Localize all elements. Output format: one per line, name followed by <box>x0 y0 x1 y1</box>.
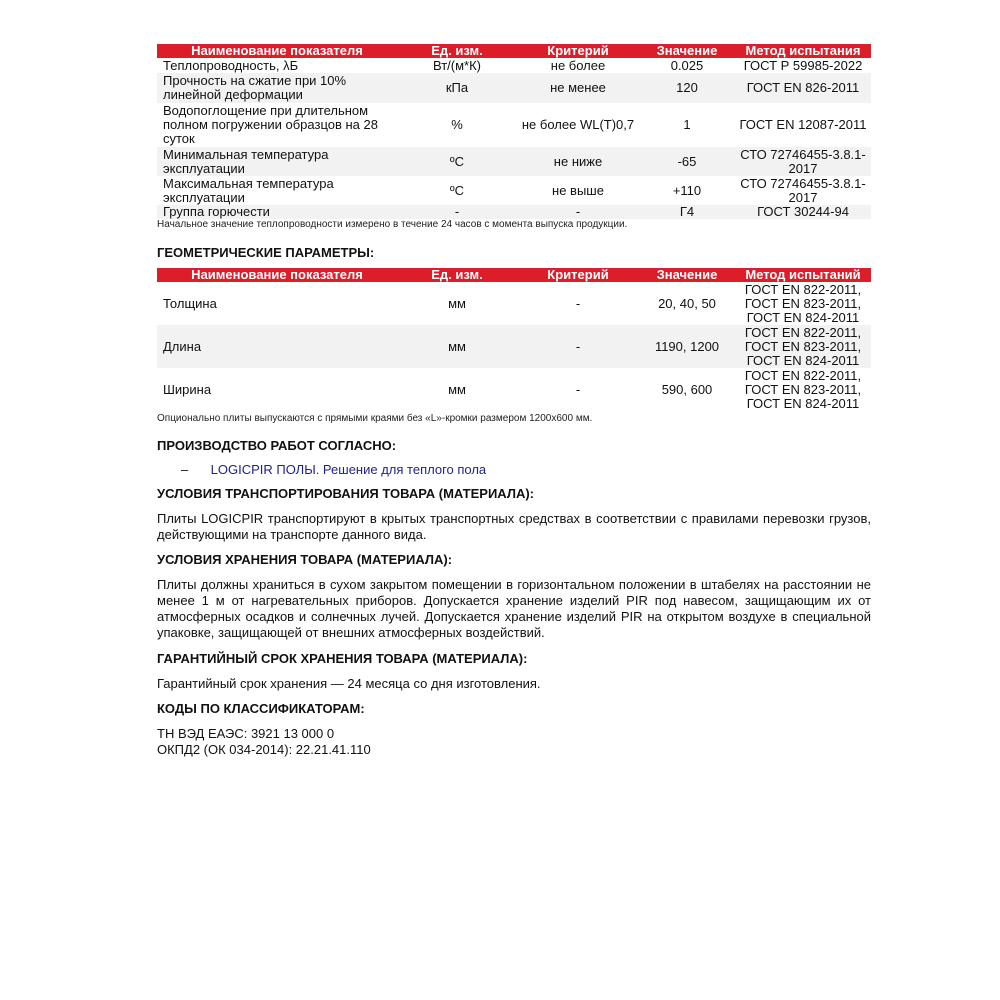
header-name: Наименование показателя <box>157 44 397 58</box>
header-unit: Ед. изм. <box>397 44 517 58</box>
row-method: ГОСТ Р 59985-2022 <box>743 57 863 73</box>
row-method: ГОСТ EN 822-2011, ГОСТ EN 823-2011, ГОСТ EN 824-2011 <box>744 367 862 411</box>
row-name: Прочность на сжатие при 10% линейной деформации <box>157 73 397 103</box>
document-body <box>157 44 871 758</box>
row-value: 1 <box>683 117 691 132</box>
row-value: +110 <box>672 182 702 198</box>
code-okpd2: ОКПД2 (ОК 034-2014): 22.21.41.110 <box>157 742 371 757</box>
row-unit: ºС <box>397 147 517 176</box>
header-value: Значение <box>639 44 735 58</box>
row-unit: мм <box>448 381 466 397</box>
section-title-storage: УСЛОВИЯ ХРАНЕНИЯ ТОВАРА (МАТЕРИАЛА): <box>157 552 453 567</box>
row-unit: - <box>397 205 517 219</box>
row-name: Толщина <box>163 295 217 311</box>
row-criterion: - <box>575 381 581 397</box>
row-unit: Вт/(м*К) <box>432 57 482 73</box>
warranty-text: Гарантийный срок хранения — 24 месяца со дня изготовления. <box>157 676 541 691</box>
row-criterion: не ниже <box>517 147 639 176</box>
header-method: Метод испытаний <box>735 268 871 282</box>
section-title-codes: КОДЫ ПО КЛАССИФИКАТОРАМ: <box>157 701 365 716</box>
properties-table <box>157 44 871 219</box>
header-criterion: Критерий <box>517 268 639 282</box>
row-method: ГОСТ EN 12087-2011 <box>739 117 867 132</box>
row-name: Ширина <box>163 381 212 397</box>
row-criterion: не более <box>550 57 606 73</box>
table-header-row <box>157 268 871 282</box>
section-title-geometry: ГЕОМЕТРИЧЕСКИЕ ПАРАМЕТРЫ: <box>157 245 375 260</box>
row-name: Теплопроводность, λБ <box>163 57 299 73</box>
row-criterion: не менее <box>517 73 639 103</box>
table-row <box>157 176 871 205</box>
production-list-item <box>157 462 871 477</box>
row-name: Максимальная температура эксплуатации <box>163 175 334 205</box>
row-value: 0.025 <box>670 57 704 73</box>
row-unit: кПа <box>397 73 517 103</box>
section-title-transport: УСЛОВИЯ ТРАНСПОРТИРОВАНИЯ ТОВАРА (МАТЕРИАЛА): <box>157 486 534 501</box>
geometry-table <box>157 268 871 411</box>
production-link[interactable]: LOGICPIR ПОЛЫ. Решение для теплого пола <box>210 462 487 477</box>
row-method: ГОСТ EN 822-2011, ГОСТ EN 823-2011, ГОСТ EN 824-2011 <box>744 281 862 325</box>
header-value: Значение <box>639 268 735 282</box>
row-value: 590, 600 <box>661 381 713 397</box>
header-unit: Ед. изм. <box>397 268 517 282</box>
row-name: Водопоглощение при длительном полном погружении образцов на 28 суток <box>163 103 378 146</box>
row-criterion: - <box>575 295 581 311</box>
table-row <box>157 103 871 147</box>
row-unit: мм <box>448 295 466 311</box>
row-method: СТО 72746455-3.8.1-2017 <box>740 175 866 205</box>
row-criterion: не более WL(T)0,7 <box>521 117 635 132</box>
table-row <box>157 147 871 176</box>
row-value: 1190, 1200 <box>639 325 735 368</box>
table-row <box>157 282 871 325</box>
header-name: Наименование показателя <box>157 268 397 282</box>
row-unit: мм <box>397 325 517 368</box>
table-row <box>157 73 871 103</box>
table-header-row <box>157 44 871 58</box>
bullet-dash: – <box>181 462 189 477</box>
row-method: ГОСТ EN 822-2011, ГОСТ EN 823-2011, ГОСТ EN 824-2011 <box>735 325 871 368</box>
row-method: ГОСТ EN 826-2011 <box>735 73 871 103</box>
transport-text: Плиты LOGICPIR транспортируют в крытых транспортных средствах в соответствии с правилами перевозки грузов, действующими на транспорте данного вида. <box>157 511 871 542</box>
code-tnved: ТН ВЭД ЕАЭС: 3921 13 000 0 <box>157 726 335 741</box>
row-unit: % <box>451 117 463 132</box>
storage-text: Плиты должны храниться в сухом закрытом помещении в горизонтальном положении в штабелях на расстоянии не менее 1 м от нагревательных приборов. Допускается хранение изделий PIR под навесом, защищающим их от атмосферных осадков и солнечных лучей. Допускается хранение изделий PIR на открытом воздухе в специальной упаковке, защищающей от внешних атмосферных воздействий. <box>157 577 871 640</box>
row-value: 120 <box>639 73 735 103</box>
row-name: Длина <box>157 325 397 368</box>
row-value: 20, 40, 50 <box>658 295 716 311</box>
table-row <box>157 58 871 73</box>
row-name: Минимальная температура эксплуатации <box>157 147 397 176</box>
row-method: ГОСТ 30244-94 <box>735 205 871 219</box>
section-title-production: ПРОИЗВОДСТВО РАБОТ СОГЛАСНО: <box>157 438 397 453</box>
geometry-note: Опционально плиты выпускаются с прямыми краями без «L»-кромки размером 1200х600 мм. <box>157 413 593 424</box>
row-criterion: не выше <box>552 182 604 198</box>
row-criterion: - <box>517 325 639 368</box>
table-row <box>157 205 871 219</box>
row-name: Группа горючести <box>157 205 397 219</box>
header-method: Метод испытания <box>735 44 871 58</box>
row-method: СТО 72746455-3.8.1-2017 <box>735 147 871 176</box>
table-row <box>157 368 871 411</box>
row-criterion: - <box>517 205 639 219</box>
table-note: Начальное значение теплопроводности измерено в течение 24 часов с момента выпуска продукции. <box>157 219 628 230</box>
table-row <box>157 325 871 368</box>
section-title-warranty: ГАРАНТИЙНЫЙ СРОК ХРАНЕНИЯ ТОВАРА (МАТЕРИАЛА): <box>157 651 528 666</box>
row-unit: ºС <box>449 182 465 198</box>
header-criterion: Критерий <box>517 44 639 58</box>
row-value: -65 <box>639 147 735 176</box>
row-value: Г4 <box>639 205 735 219</box>
